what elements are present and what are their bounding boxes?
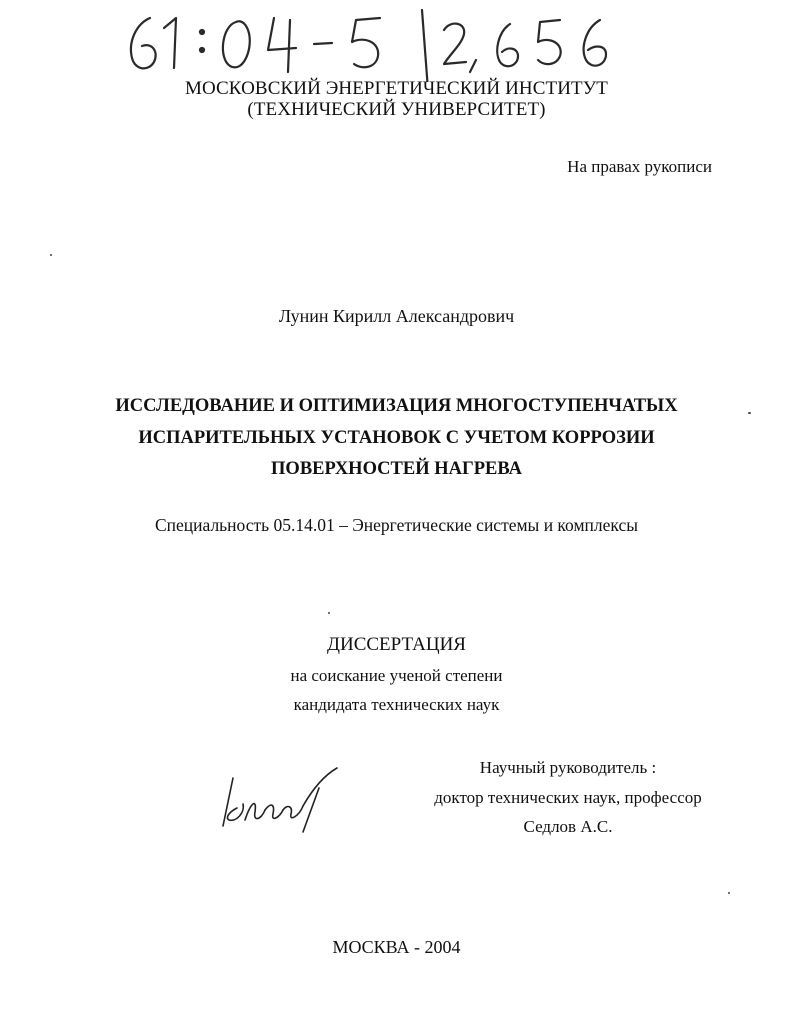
thesis-title-line-1: ИССЛЕДОВАНИЕ И ОПТИМИЗАЦИЯ МНОГОСТУПЕНЧАТЫХ — [115, 396, 678, 416]
degree-purpose-line: на соискание ученой степени — [290, 666, 503, 685]
manuscript-rights-note: На правах рукописи — [567, 157, 712, 176]
supervisor-degree: доктор технических наук, профессор — [434, 788, 702, 807]
specialty-line: Специальность 05.14.01 – Энергетические системы и комплексы — [154, 515, 638, 535]
handwritten-archive-code — [118, 2, 618, 82]
degree-name-line: кандидата технических наук — [293, 695, 500, 714]
dissertation-heading: ДИССЕРТАЦИЯ — [327, 634, 466, 655]
supervisor-label: Научный руководитель : — [479, 758, 657, 777]
city-and-year: МОСКВА - 2004 — [332, 937, 461, 957]
institution-subtitle: (ТЕХНИЧЕСКИЙ УНИВЕРСИТЕТ) — [247, 99, 546, 120]
scan-speck — [748, 412, 751, 414]
scan-speck — [728, 892, 730, 894]
scan-speck — [328, 612, 330, 614]
supervisor-name: Седлов А.С. — [523, 817, 613, 836]
signature-image — [215, 762, 345, 842]
thesis-title-line-3: ПОВЕРХНОСТЕЙ НАГРЕВА — [271, 459, 522, 479]
institution-name: МОСКОВСКИЙ ЭНЕРГЕТИЧЕСКИЙ ИНСТИТУТ — [184, 78, 608, 99]
thesis-title-line-2: ИСПАРИТЕЛЬНЫХ УСТАНОВОК С УЧЕТОМ КОРРОЗИИ — [138, 428, 655, 448]
scan-speck — [50, 254, 52, 256]
author-name: Лунин Кирилл Александрович — [278, 306, 515, 326]
